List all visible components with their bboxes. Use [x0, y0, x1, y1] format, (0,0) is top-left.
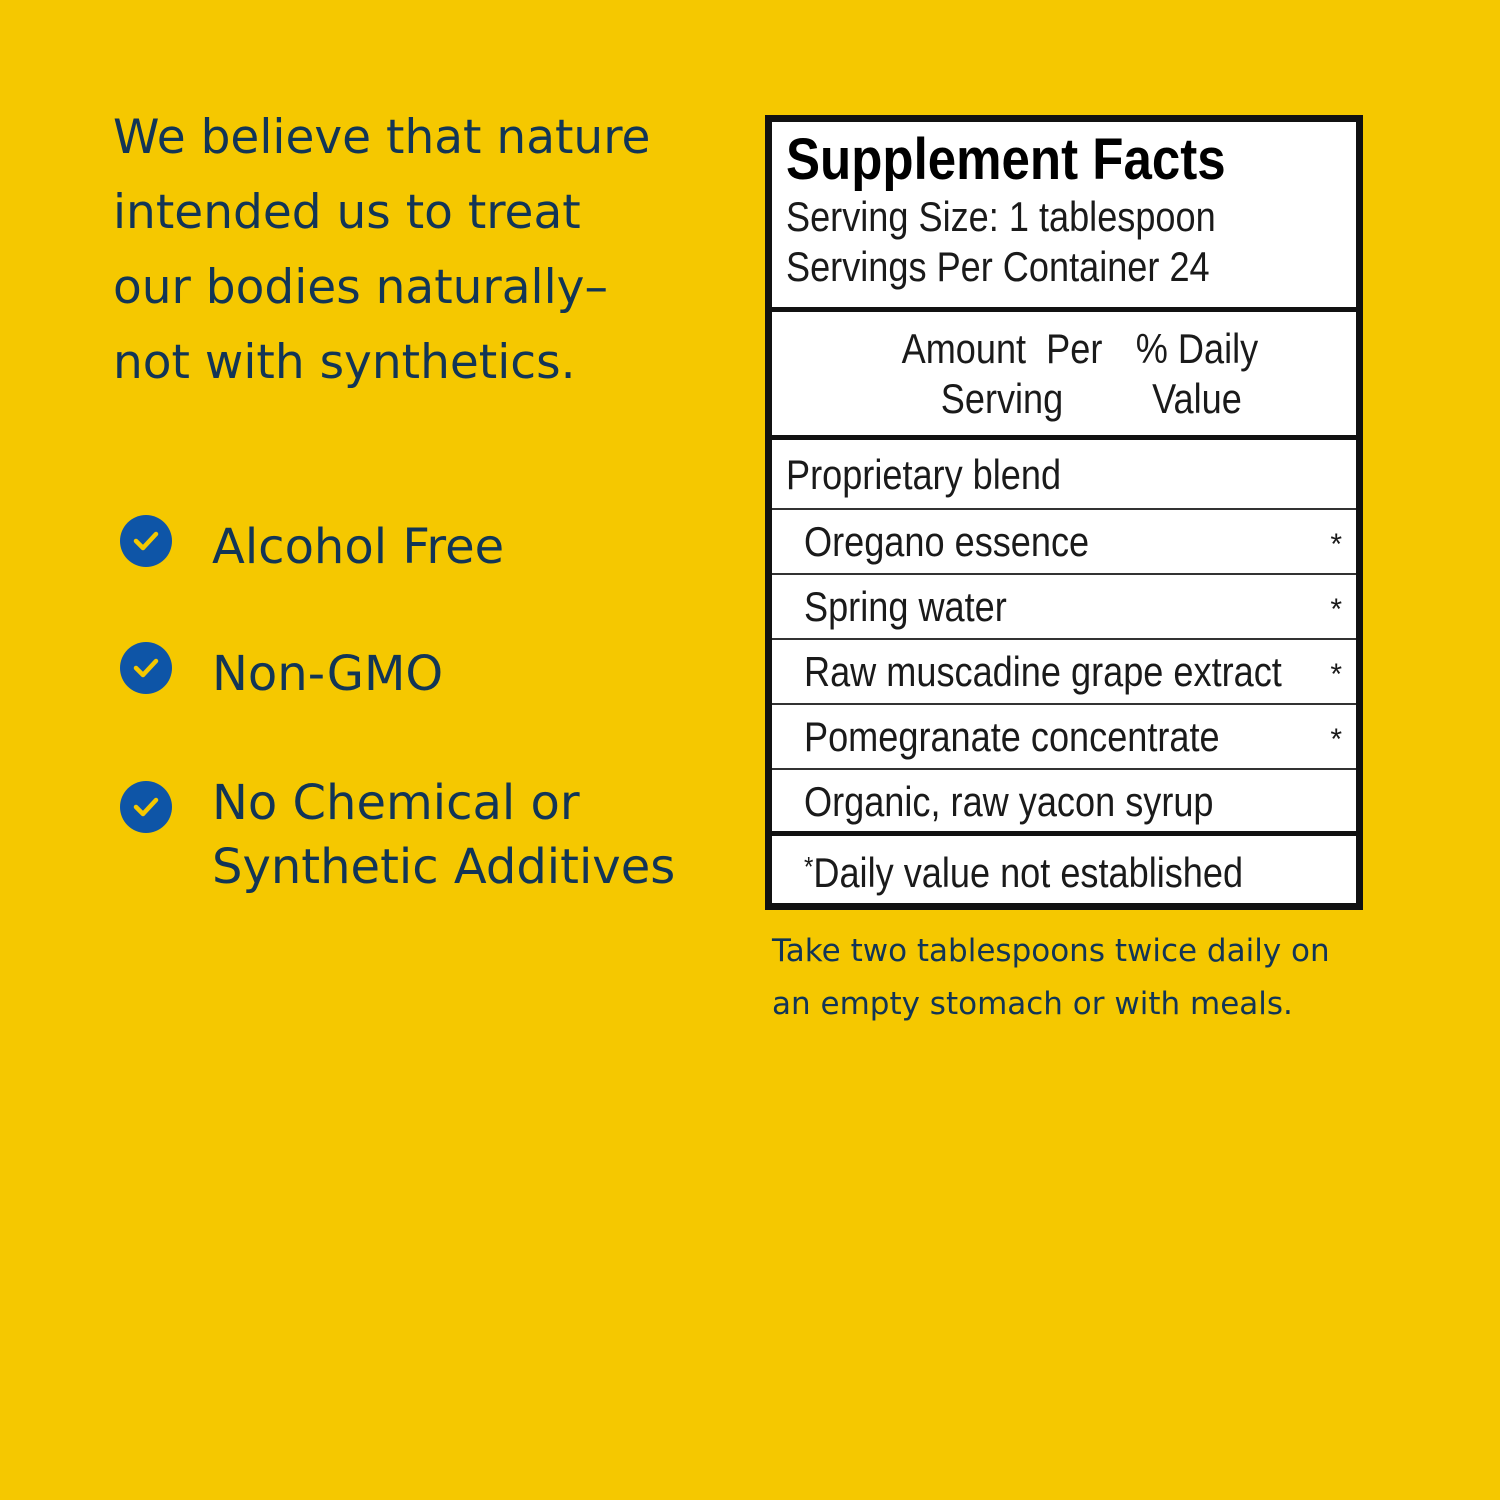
- daily-value-star: *: [1330, 593, 1342, 626]
- check-circle-icon: [120, 781, 172, 833]
- feature-label-line: Alcohol Free: [212, 519, 505, 575]
- blend-label: Proprietary blend: [786, 451, 1062, 498]
- facts-column-headers: [772, 312, 1356, 440]
- usage-directions: [772, 925, 1412, 1031]
- amount-header-line: Serving: [940, 375, 1064, 422]
- servings-per-container: Servings Per Container 24: [786, 243, 1210, 290]
- ingredient-row: [772, 575, 1356, 640]
- daily-value-star: *: [1330, 528, 1342, 561]
- feature-list: [120, 0, 740, 1000]
- footnote-label: Daily value not established: [813, 849, 1244, 896]
- footnote-text: [804, 846, 1243, 900]
- proprietary-blend-row: [772, 440, 1356, 510]
- ingredient-name: Raw muscadine grape extract: [804, 648, 1282, 695]
- ingredient-row: [772, 510, 1356, 575]
- daily-value-star: *: [1330, 723, 1342, 756]
- daily-header-line: Value: [1152, 375, 1242, 422]
- feature-no-additives: [120, 771, 675, 899]
- feature-alcohol-free: [120, 515, 504, 579]
- ingredient-row: [772, 640, 1356, 705]
- feature-label-line: Synthetic Additives: [212, 839, 676, 895]
- tagline-line: our bodies naturally–: [113, 260, 608, 315]
- check-circle-icon: [120, 642, 172, 694]
- check-circle-icon: [120, 515, 172, 567]
- facts-footnote: [772, 836, 1356, 904]
- ingredient-row: [772, 770, 1356, 836]
- facts-title: Supplement Facts: [786, 127, 1226, 192]
- ingredient-name: Oregano essence: [804, 518, 1090, 565]
- serving-size: Serving Size: 1 tablespoon: [786, 193, 1216, 240]
- feature-label: [212, 515, 504, 579]
- ingredient-name: Pomegranate concentrate: [804, 713, 1220, 760]
- footnote-star: *: [804, 851, 814, 882]
- feature-label-line: No Chemical or: [212, 775, 580, 831]
- ingredient-name: Organic, raw yacon syrup: [804, 778, 1214, 825]
- facts-header: [772, 122, 1356, 312]
- amount-header-line: Amount Per: [901, 325, 1103, 372]
- daily-header-line: % Daily: [1135, 325, 1259, 372]
- directions-line: Take two tablespoons twice daily on: [772, 933, 1330, 969]
- tagline-line: intended us to treat: [113, 185, 581, 240]
- amount-per-serving-header: [899, 324, 1105, 424]
- directions-line: an empty stomach or with meals.: [772, 986, 1293, 1022]
- daily-value-header: [1115, 324, 1278, 424]
- daily-value-star: *: [1330, 658, 1342, 691]
- ingredient-row: [772, 705, 1356, 770]
- ingredient-name: Spring water: [804, 583, 1007, 630]
- tagline-line: not with synthetics.: [113, 335, 576, 390]
- supplement-facts-panel: [765, 115, 1363, 910]
- feature-label-line: Non-GMO: [212, 646, 444, 702]
- feature-label: [212, 771, 675, 899]
- tagline-line: We believe that nature: [113, 110, 651, 165]
- feature-label: [212, 642, 443, 706]
- feature-non-gmo: [120, 642, 443, 706]
